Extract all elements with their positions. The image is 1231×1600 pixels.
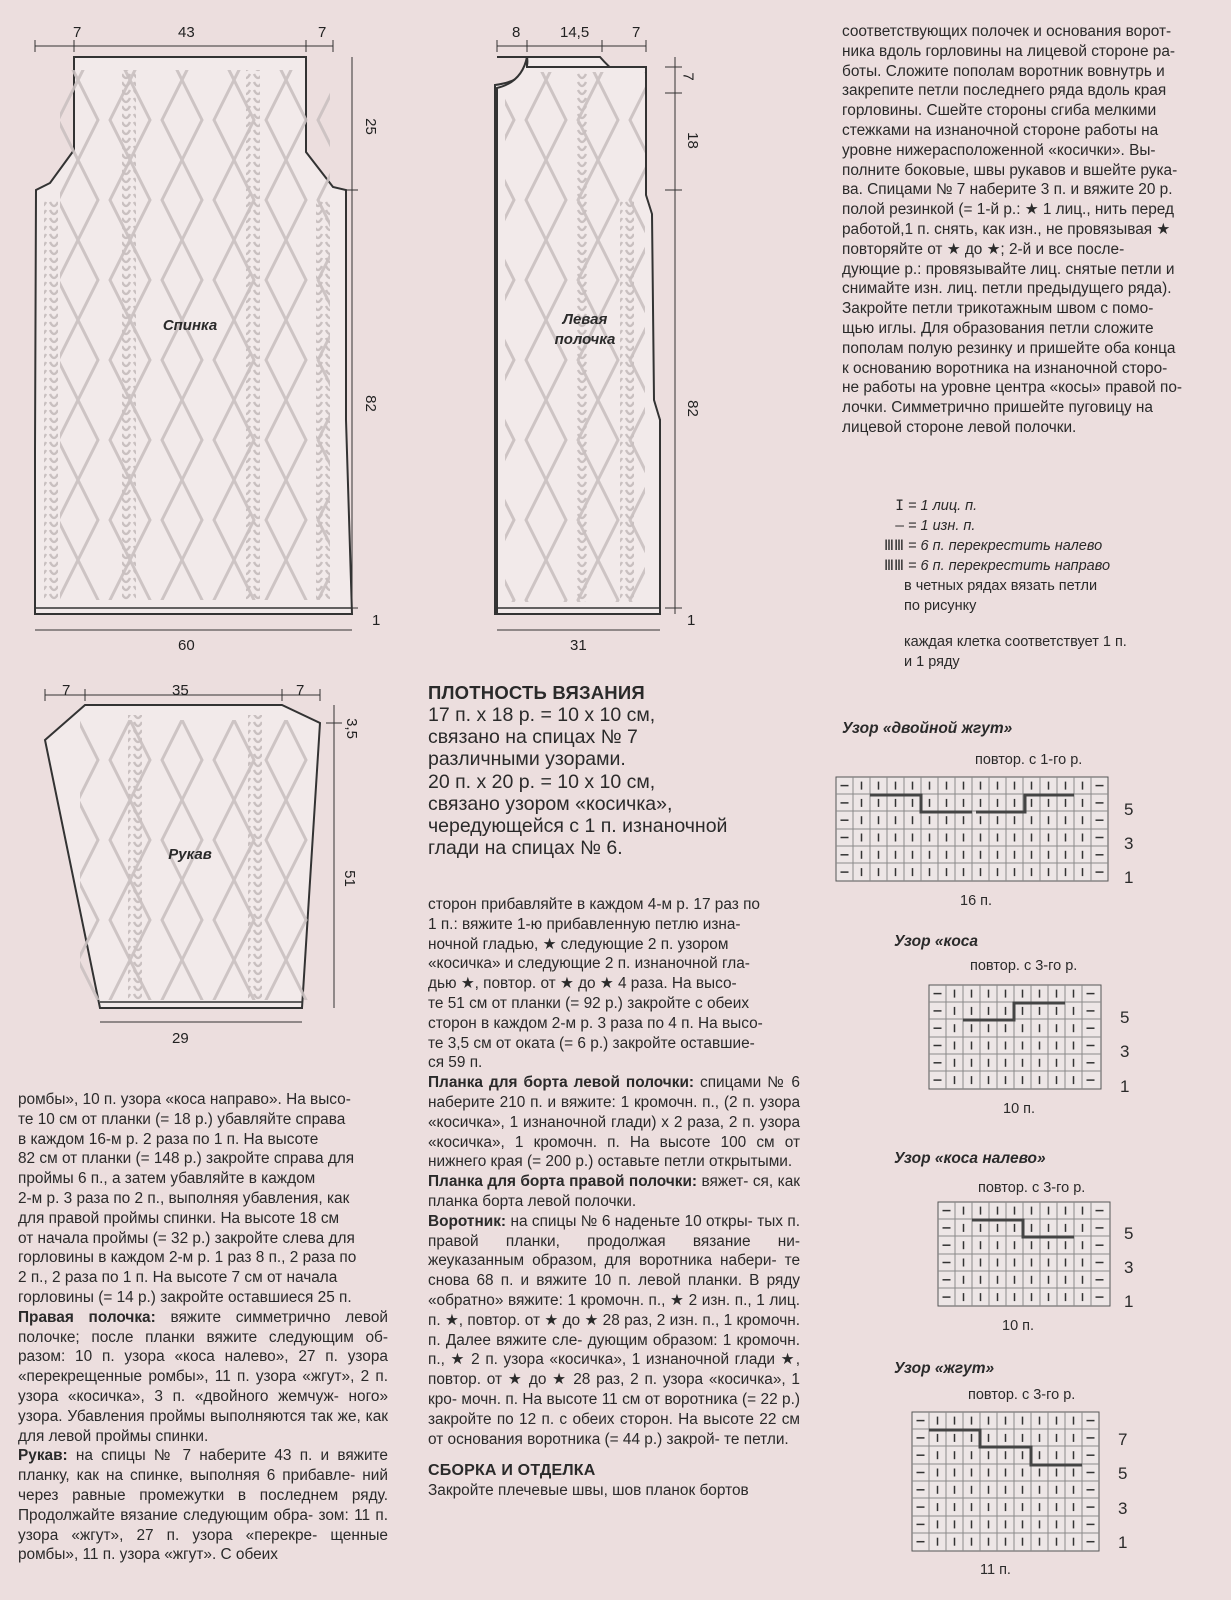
text-line: 2 п., 2 раза по 1 п. На высоте 7 см от начала [18,1269,338,1287]
text-line: 2-м р. 3 раза по 2 п., выполняя убавления, как [18,1189,350,1207]
text-line: ряду. Продолжайте вязание следующим обра- [18,1486,388,1524]
sleeve-width-right: 7 [296,682,305,699]
sleeve-width-middle: 35 [172,682,189,699]
text-line: 22 см от основания воротника (= 44 р.) закрой- [428,1410,801,1448]
chart-braid-grid [912,1412,1099,1551]
text-line: раз, 2 изн. п., 1 кромочн. п. Далее вяжите сле- [428,1311,800,1349]
legend-note-1-line1: в четных рядах вязать петли [904,578,1098,594]
text-line: дующие р.: провязывайте лиц. снятые петли и [842,260,1175,278]
front-label-line2: полочка [554,331,616,348]
back-width-left: 7 [73,24,82,41]
collar-title: Воротник: [428,1212,507,1230]
legend-note-2-line1: каждая клетка соответствует 1 п. [904,634,1127,650]
text-line: горловины (= 14 р.) закройте оставшиеся 25 п. [18,1288,352,1306]
text-line: 2 раза, 2 п. узора «косичка», 1 кромочн. п. [428,1113,801,1151]
text-line: ромбы», 10 п. узора «коса направо». На высо- [18,1091,351,1108]
legend-symbol-icon: ⅢⅢ [884,558,904,574]
front-width-right: 7 [632,24,641,41]
chart-1-row-3: 3 [1124,834,1134,853]
chart-3-row-5: 5 [1124,1224,1134,1243]
text-line: планку, как на спинке, выполняя 6 прибавле- [18,1467,356,1485]
text-line: вяжет- [697,1173,749,1191]
text-line: зом: 11 п. узора «жгут», 27 п. узора «перекре- [18,1506,388,1544]
legend-symbol-icon: I [895,498,904,514]
legend-note-1-line2: по рисунку [904,598,977,614]
legend-list [844,496,1204,576]
text-line: соответствующих полочек и основания ворот- [842,23,1172,40]
text-line: 2 изн. п., 1 лиц. п. ★, повтор. от ★ до ★ 28 [428,1291,800,1329]
legend-symbol-icon: ⅢⅢ [884,538,904,554]
text-line: Закройте петли трикотажным швом с помо- [842,300,1154,318]
chart-2-stitches: 10 п. [1003,1101,1036,1117]
text-line: ва. Спицами № 7 наберите 3 п. и вяжите 20 р. [842,181,1173,199]
text-line: проймы 6 п., а затем убавляйте в каждом [18,1170,316,1188]
column-3-text [842,22,1214,438]
front-height-band: 1 [687,612,696,629]
text-line: от начала проймы (= 32 р.) закройте слева для [18,1229,355,1247]
text-line: оставьте петли открытыми. [597,1153,793,1171]
chart-4-row-7: 7 [1118,1430,1128,1449]
text-line: уровне нижерасположенной «косички». Вы- [842,141,1156,159]
chart-1-row-5: 5 [1124,800,1134,819]
text-line: (2 п. узора «косичка», 1 изнаночной глади) x [428,1093,800,1131]
back-width-right: 7 [318,24,327,41]
text-line: «перекрещенные ромбы», 11 п. узора «жгут», [18,1368,355,1386]
text-line: на спицы № 6 наденьте 10 откры- [506,1212,753,1230]
text-line: те петли. [724,1430,789,1448]
text-line: ника вдоль горловины на лицевой стороне ра- [842,42,1176,60]
text-line: вяжите симметрично левой [155,1308,388,1326]
legend-note-2 [844,632,1204,672]
text-line: «косичка» и следующие 2 п. изнаночной гла- [428,955,750,973]
left-band-title: Планка для борта левой полочки: [428,1074,695,1092]
chart-2-repeat: повтор. с 3-го р. [970,958,1078,974]
text-line: жеуказанным образом, для воротника набери- [428,1252,777,1270]
text-line: 1 п.: вяжите 1-ю прибавленную петлю изна- [428,915,741,933]
front-height-armhole: 18 [683,132,701,149]
right-front-title: Правая полочка: [18,1308,156,1326]
right-band-paragraph [428,1172,800,1212]
density-lines [428,704,788,859]
text-line: не работы на уровне центра «косы» правой по- [842,379,1183,397]
text-line: щенные ромбы», 11 п. узора «жгут». С обеих [18,1526,388,1564]
sleeve-body [18,1447,388,1563]
chart-2-title: Узор «коса [894,933,979,950]
text-line: пополам полую резинку и пришейте оба конца [842,339,1176,357]
sleeve-height-body: 51 [340,870,358,887]
text-line: так же, как для левой проймы спинки. [18,1407,388,1445]
text-line: те 3,5 см от оката (= 6 р.) закройте оставшие- [428,1034,755,1052]
sleeve-bottom-width: 29 [172,1030,189,1047]
density-line: 20 п. x 20 р. = 10 x 10 см, [428,770,656,793]
collar-paragraph [428,1212,800,1450]
back-height-lower: 82 [361,395,379,412]
density-heading: ПЛОТНОСТЬ ВЯЗАНИЯ [428,682,645,703]
text-line: ний через равные промежутки в последнем [18,1467,388,1504]
text-line: щью иглы. Для образования петли сложите [842,319,1154,337]
back-height-band: 1 [372,612,381,629]
text-line: повторяйте от ★ до ★; 2-й и все после- [842,240,1125,258]
sleeve-title: Рукав: [18,1447,68,1465]
back-height-upper: 25 [361,118,379,135]
chart-4-row-1: 1 [1118,1533,1128,1552]
text-line: в каждом 16-м р. 2 раза по 1 п. На высоте [18,1130,319,1148]
density-block [428,682,788,859]
chart-3-repeat: повтор. с 3-го р. [978,1180,1086,1196]
sleeve-label: Рукав [168,846,212,863]
text-line: на спицы № 7 наберите 43 п. и вяжите [67,1447,388,1465]
back-width-middle: 43 [178,24,195,41]
legend-symbol-icon: – [895,518,904,534]
text-line: 82 см от планки (= 148 р.) закройте справа для [18,1150,355,1168]
right-front-paragraph [18,1308,388,1447]
legend-item [844,536,1204,556]
chart-double-cable-grid [836,777,1108,881]
front-bottom-width: 31 [570,637,587,654]
legend-item [844,516,1204,536]
text-line: лицевой стороне левой полочки. [842,418,1077,436]
back-bottom-width: 60 [178,637,195,654]
chart-cable-grid [929,985,1101,1089]
chart-3-row-3: 3 [1124,1258,1134,1277]
text-line: разом: 10 п. узора «коса налево», 27 п. узора [18,1348,388,1366]
text-line: № 6 наберите 210 п. и вяжите: 1 кромочн. п., [428,1074,800,1111]
chart-2-row-1: 1 [1120,1077,1130,1096]
chart-1-stitches: 16 п. [960,893,993,909]
text-line: те снова 68 п. и вяжите 10 п. левой планки. [428,1252,800,1290]
text-line: те 51 см от планки (= 92 р.) закройте с обеих [428,994,750,1012]
chart-3-row-1: 1 [1124,1292,1134,1311]
front-width-left: 8 [512,24,521,41]
text-line: дующим образом: 1 кромочн. п., ★ 2 п. узора [428,1331,801,1369]
assembly-heading: СБОРКА И ОТДЕЛКА [428,1462,596,1480]
text-line: сторон в каждом 2-м р. 3 раза по 4 п. На высо- [428,1014,763,1032]
text-line: ного» узора. Убавления проймы выполняются [18,1387,389,1425]
legend-text: = 1 лиц. п. [908,498,978,514]
density-line: связано на спицах № 7 [428,726,638,749]
sleeve-height-cap: 3,5 [342,718,360,739]
text-line: лочки. Симметрично пришейте пуговицу на [842,399,1153,417]
text-line: полочке; после планки вяжите следующим об- [18,1328,388,1346]
text-line: сторон прибавляйте в каждом 4-м р. 17 раз по [428,896,760,913]
text-line: стежками на изнаночной стороне работы на [842,121,1159,139]
text-line: В ряду «обратно» вяжите: 1 кромочн. п., ★ [428,1272,800,1309]
legend-text: = 6 п. перекрестить налево [908,538,1103,554]
chart-2-row-5: 5 [1120,1008,1130,1027]
text-line: «косичка», 1 изнаночной глади ★, повтор. [428,1351,801,1389]
legend-note-1 [844,576,1204,616]
column-1-text [18,1090,388,1565]
chart-3-title: Узор «коса налево» [894,1150,1046,1167]
right-front-body [18,1309,388,1445]
back-text [18,1090,388,1308]
assembly-first-line: Закройте плечевые швы, шов планок бортов [428,1482,749,1500]
chart-1-title: Узор «двойной жгут» [842,720,1013,737]
sleeve-continued-text [428,895,800,1073]
text-line: горловины. Сшейте стороны сгиба мелкими [842,102,1157,120]
text-line: тых п. правой планки, продолжая вязание ни- [428,1212,800,1250]
text-line: для правой проймы спинки. На высоте 18 см [18,1209,340,1227]
chart-4-repeat: повтор. с 3-го р. [968,1387,1076,1403]
text-line: ночной гладью, ★ следующие 2 п. узором [428,935,729,953]
text-line: спицами [694,1074,762,1092]
text-line: боты. Сложите пополам воротник вовнутрь и [842,62,1165,80]
legend-item [844,496,1204,516]
text-line: На высоте 100 см от нижнего края (= 200 р.) [428,1133,801,1171]
density-line: глади на спицах № 6. [428,837,623,860]
text-line: снимайте изн. лиц. петли предыдущего ряда). [842,280,1172,298]
text-line: те 10 см от планки (= 18 р.) убавляйте справа [18,1110,346,1128]
front-width-middle: 14,5 [560,24,590,41]
text-line: закройте по 12 п. с обеих сторон. На высоте [428,1410,754,1428]
text-line: горловины в каждом 2-м р. 1 раз 8 п., 2 раза по [18,1249,357,1267]
text-line: к основанию воротника на изнаночной сторо- [842,359,1168,377]
chart-4-stitches: 11 п. [980,1562,1011,1578]
column-2-text [428,895,800,1501]
front-label-line1: Левая [562,311,608,328]
chart-1-repeat: повтор. с 1-го р. [975,752,1083,768]
chart-4-row-5: 5 [1118,1464,1128,1483]
legend-note-2-line2: и 1 ряду [904,654,960,670]
text-line: полните боковые, швы рукавов и вшейте рука- [842,161,1178,179]
text-line: дью ★, повтор. от ★ до ★ 4 раза. На высо- [428,975,737,993]
legend-text: = 1 изн. п. [908,518,976,534]
text-line: ся, как планка борта левой полочки. [428,1173,800,1210]
sleeve-paragraph [18,1446,388,1565]
text-line: 2 п. узора «косичка», 3 п. «двойного жемчуж- [18,1368,389,1405]
density-line: 17 п. x 18 р. = 10 x 10 см, [428,704,656,726]
legend [844,496,1204,672]
chart-1-row-1: 1 [1124,868,1134,887]
front-height-neck: 7 [679,72,697,81]
text-line: закрепите петли последнего ряда вдоль края [842,82,1167,100]
back-label: Спинка [162,317,218,334]
text-line: работой,1 п. снять, как изн., не провязывая ★ [842,220,1171,238]
chart-2-row-3: 3 [1120,1042,1130,1061]
text-line: полой резинкой (= 1-й р.: ★ 1 лиц., нить перед [842,201,1174,219]
density-line: связано узором «косичка», [428,792,673,815]
text-line: ся 59 п. [428,1054,483,1072]
front-height-body: 82 [683,400,701,417]
chart-3-stitches: 10 п. [1002,1318,1035,1334]
density-line: чередующейся с 1 п. изнаночной [428,815,728,838]
right-band-title: Планка для борта правой полочки: [428,1173,698,1191]
legend-item [844,556,1204,576]
chart-cable-left-grid [938,1202,1110,1306]
front-label [540,310,630,350]
chart-4-title: Узор «жгут» [894,1360,995,1377]
text-line: от ★ до ★ 28 раз, 2 п. узора «косичка», 1 кро- [428,1371,800,1408]
legend-text: = 6 п. перекрестить направо [908,558,1111,574]
sleeve-width-left: 7 [62,682,71,699]
density-line: различными узорами. [428,748,626,771]
chart-4-row-3: 3 [1118,1499,1128,1518]
left-band-paragraph [428,1073,800,1172]
collar-body [428,1213,800,1448]
text-line: мочн. п. На высоте 11 см от воротника (= 22 р.) [461,1390,800,1408]
